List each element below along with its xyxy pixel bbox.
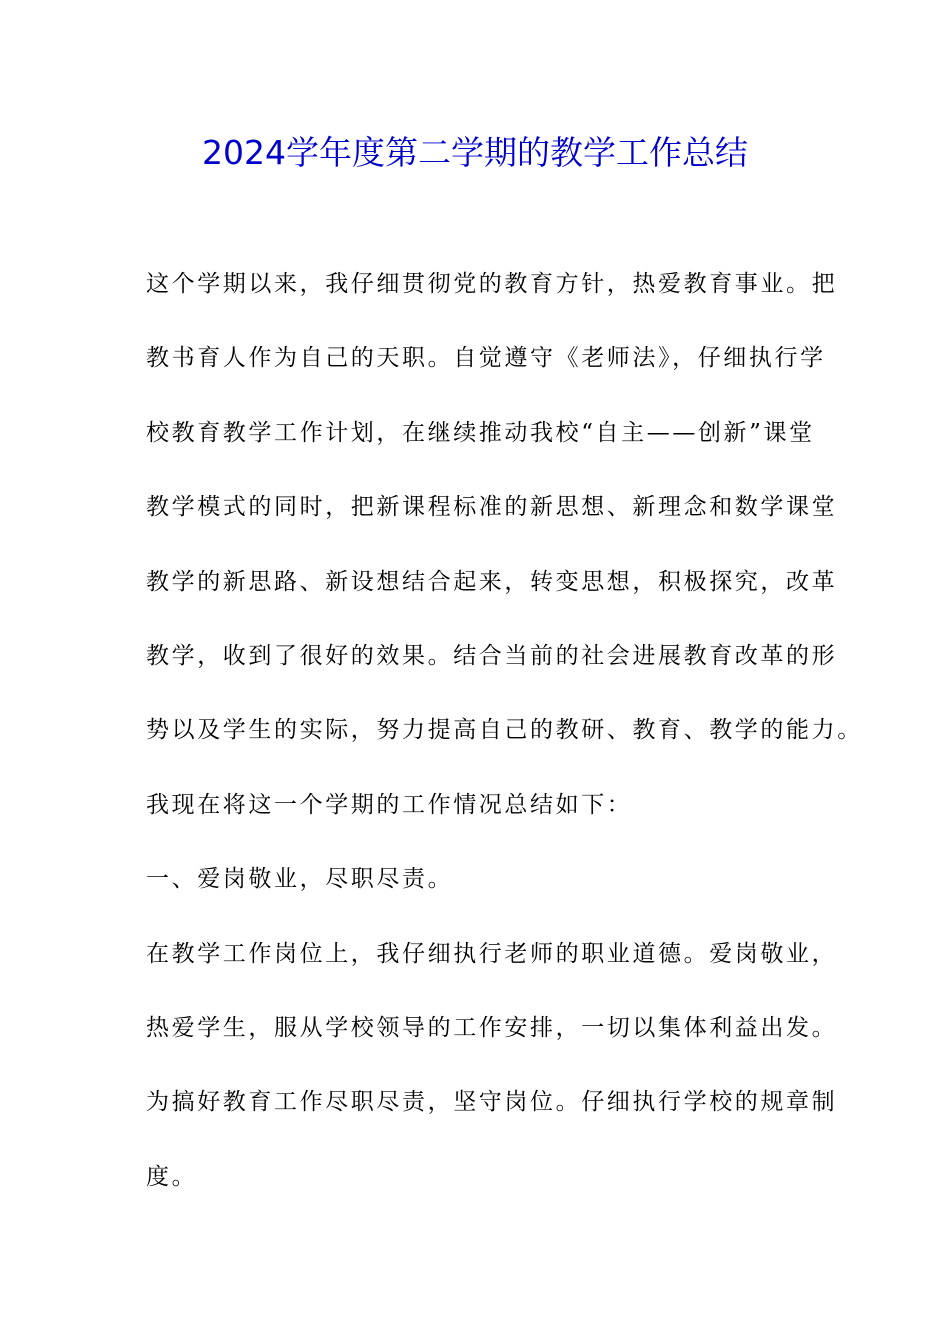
body-line: 度。	[146, 1163, 198, 1190]
body-line: 教学模式的同时，把新课程标准的新思想、新理念和数学课堂	[146, 494, 838, 521]
body-line: 我现在将这一个学期的工作情况总结如下：	[146, 791, 633, 818]
body-line: 热爱学生，服从学校领导的工作安排，一切以集体利益出发。	[146, 1014, 838, 1041]
section-heading: 一、爱岗敬业，尽职尽责。	[146, 866, 454, 893]
body-line: 教学，收到了很好的效果。结合当前的社会进展教育改革的形	[146, 642, 838, 669]
body-line: 这个学期以来，我仔细贯彻党的教育方针，热爱教育事业。把	[146, 271, 838, 297]
body-line: 在教学工作岗位上，我仔细执行老师的职业道德。爱岗敬业，	[146, 940, 838, 967]
body-line: 教学的新思路、新设想结合起来，转变思想，积极探究，改革	[146, 568, 838, 595]
body-line: 为搞好教育工作尽职尽责，坚守岗位。仔细执行学校的规章制	[146, 1089, 838, 1116]
document-body	[146, 262, 863, 1229]
body-line: 教书育人作为自己的天职。自觉遵守《老师法》，仔细执行学	[146, 345, 826, 372]
body-line: 势以及学生的实际，努力提高自己的教研、教育、教学的能力。	[146, 717, 863, 744]
body-line: 校教育教学工作计划，在继续推动我校“自主——创新”课堂	[146, 419, 815, 446]
document-title: 2024学年度第二学期的教学工作总结	[202, 133, 748, 172]
